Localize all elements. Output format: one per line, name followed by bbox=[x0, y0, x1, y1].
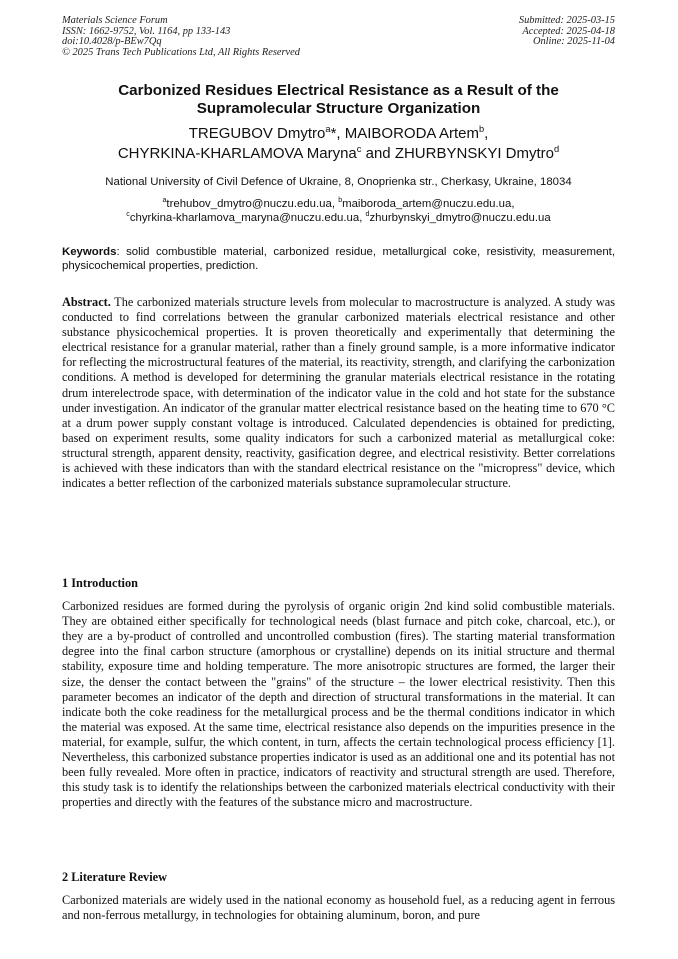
doi-line: doi:10.4028/p-BEw7Qq bbox=[62, 36, 162, 48]
authors-line-1 bbox=[62, 124, 615, 144]
journal-name: Materials Science Forum bbox=[62, 15, 168, 26]
email-2[interactable]: maiboroda_artem@nuczu.edu.ua, bbox=[342, 198, 515, 210]
email-3-sup: c bbox=[126, 211, 130, 219]
lit-paragraph: Carbonized materials are widely used in the national economy as household fuel, as a reducing agent in ferrous and non-ferrous metallurgy, in technologies for obtaining aluminum, boron, and pure bbox=[62, 893, 615, 923]
author-4-sup: d bbox=[554, 144, 560, 154]
author-1: TREGUBOV Dmytro bbox=[188, 125, 326, 142]
journal-header-right bbox=[519, 16, 615, 48]
email-3[interactable]: chyrkina-kharlamova_maryna@nuczu.edu.ua, bbox=[129, 212, 366, 224]
section-introduction bbox=[62, 576, 615, 810]
author-emails bbox=[62, 197, 615, 225]
authors-line-2 bbox=[62, 144, 615, 164]
author-3: CHYRKINA-KHARLAMOVA Maryna bbox=[117, 145, 357, 162]
section-literature-review bbox=[62, 870, 615, 923]
email-4-sup: d bbox=[365, 211, 370, 219]
emails-line-2 bbox=[62, 211, 615, 225]
abstract-paragraph bbox=[62, 295, 615, 491]
email-4[interactable]: zhurbynskyi_dmytro@nuczu.edu.ua bbox=[369, 212, 551, 224]
title-line-2: Supramolecular Structure Organization bbox=[196, 100, 481, 117]
author-1-sup: a bbox=[325, 124, 331, 134]
emails-line-1 bbox=[62, 197, 615, 211]
intro-heading: 1 Introduction bbox=[62, 576, 138, 590]
accepted-date: Accepted: 2025-04-18 bbox=[522, 25, 615, 37]
affiliation: National University of Civil Defence of Ukraine, 8, Onoprienka str., Cherkasy, Ukraine, 18034 bbox=[105, 176, 572, 188]
abstract-label: Abstract. bbox=[62, 295, 111, 309]
intro-paragraph: Carbonized residues are formed during the pyrolysis of organic origin 2nd kind solid combustible materials. They are obtained either specifically for technological needs (blast furnace and pitch coke, charcoal, etc.), or they are a by-product of controlled and uncontrolled combustion (fires). The starting material transformation degree into the final carbon structure (amorphous or crystalline) depends on its initial structure and thermal stability, exposure time and holding temperature. The more anisotropic structures are formed, the larger their size, the denser the contact between the "grains" of the structure – the lower electrical resistivity. Then this parameter becomes an indicator of the depth and direction of structural transformations in the material. It can indicate both the coke readiness for the metallurgical process and be the thermal conditions indicator in which the material was exposed. At the same time, electrical resistance also depends on the impurities presence in the material, for example, sulfur, the which content, in turn, affects the certain technological process efficiency [1]. Nevertheless, this carbonized substance properties indicator is used as an additional one and its potential has not been fully revealed. More often in practice, indicators of reactivity and structural strength are used. Therefore, this study task is to identify the relationships between the carbonized materials electrical conductivity with their properties and directly with the features of the substance micro and macrostructure. bbox=[62, 599, 615, 810]
title-line-1: Carbonized Residues Electrical Resistance as a Result of the bbox=[118, 82, 559, 99]
keywords-text: : solid combustible material, carbonized residue, metallurgical coke, resistivity, measurement, physicochemical properties, prediction. bbox=[62, 246, 615, 272]
author-list bbox=[62, 124, 615, 164]
author-4: ZHURBYNSKYI Dmytro bbox=[394, 145, 554, 162]
email-1-sup: a bbox=[162, 197, 167, 205]
paper-title bbox=[62, 82, 615, 118]
keywords bbox=[62, 246, 615, 273]
author-and: and bbox=[361, 145, 395, 162]
lit-heading: 2 Literature Review bbox=[62, 870, 167, 884]
copyright-line: © 2025 Trans Tech Publications Ltd, All Rights Reserved bbox=[62, 46, 300, 58]
issn-line: ISSN: 1662-9752, Vol. 1164, pp 133-143 bbox=[62, 25, 231, 37]
abstract bbox=[62, 295, 615, 491]
abstract-text: The carbonized materials structure levels from molecular to macrostructure is analyzed. A study was conducted to find correlations between the granular carbonized materials electrical resistance and other substance physicochemical properties. It is proven theoretically and experimentally that determining the electrical resistance for a granular material, rather than a finely ground sample, is a more informative indicator for reflecting the microstructural features of the material, its reactivity, strength, and clarifying the carbonization conditions. A method is developed for determining the granular materials electrical resistance in the rotating drum interelectrode space, with determination of the indicator value in the cold and hot state for the substance under investigation. An indicator of the granular matter electrical resistance based on the heating time to 670 °C at a drum power supply constant voltage is introduced. Calculated dependencies is obtained for predicting, based on experiment results, some quality indicators for such a carbonized material as metallurgical coke: structural strength, apparent density, reactivity, gasification degree, and electrical resistivity. Better correlations is achieved with these indicators than with the standard electrical resistance on the "micropress" device, which indicates a better reflection of the carbonized materials substance supramolecular structure. bbox=[62, 295, 615, 491]
author-3-sup: c bbox=[356, 144, 362, 154]
corresponding-mark: *, bbox=[330, 125, 341, 142]
email-2-sup: b bbox=[338, 197, 343, 205]
author-2-sup: b bbox=[478, 124, 485, 134]
submitted-date: Submitted: 2025-03-15 bbox=[518, 15, 615, 26]
keywords-label: Keywords bbox=[62, 246, 117, 258]
journal-header-left bbox=[62, 16, 300, 58]
author-2: MAIBORODA Artem bbox=[344, 125, 479, 142]
online-date: Online: 2025-11-04 bbox=[532, 36, 615, 48]
email-1[interactable]: trehubov_dmytro@nuczu.edu.ua, bbox=[166, 198, 339, 210]
author-2-sep: , bbox=[484, 125, 489, 142]
